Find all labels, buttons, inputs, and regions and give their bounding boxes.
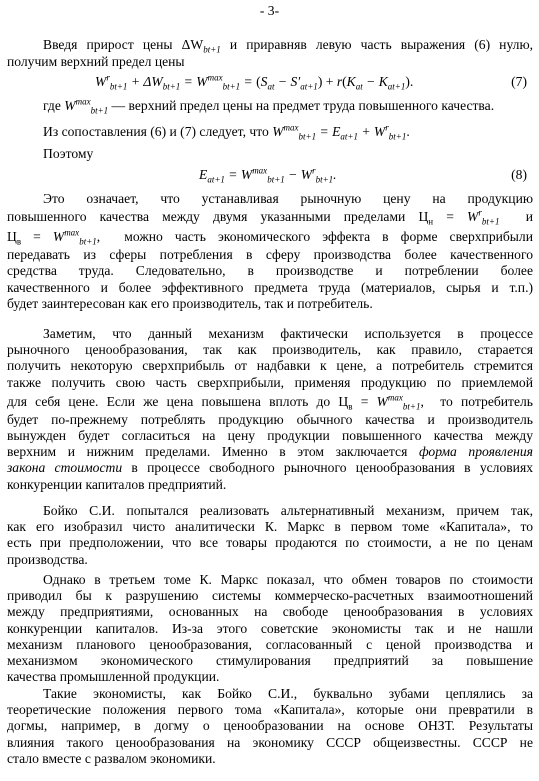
equation-7-formula: $W^r_{bt+1} + \Delta W_{bt+1} = W^{max}_{bt+1} = (S_{at} - S'_{at+1}) + r(K_{at} - K_{at+1})$. bbox=[95, 72, 414, 92]
paragraph-2-line: вынужден будет согласиться на цену продукции повышенного качества между bbox=[7, 428, 533, 444]
paragraph-2-line: также получить свою часть сверхприбыли, применяя продукцию по приемлемой bbox=[7, 374, 533, 390]
paragraph-1-line: передавать из сферы потребления в сферу производства более качественного bbox=[7, 247, 533, 263]
paragraph-2-line: закона стоимости в процессе свободного рыночного ценообразования в условиях bbox=[7, 460, 533, 476]
equation-7 bbox=[0, 72, 533, 94]
paragraph-4-line: качества промышленной продукции. bbox=[7, 669, 220, 685]
intro-paragraph bbox=[7, 37, 533, 53]
paragraph-5-line: стало вместе с развалом экономики. bbox=[7, 750, 216, 766]
equation-8-formula: $E_{at+1} = W^{max}_{bt+1} - W^r_{bt+1}$. bbox=[199, 165, 337, 185]
paragraph-5-line: догмы, например, в догму о ценообразовании на основе ОНЗТ. Результаты bbox=[7, 718, 533, 734]
paragraph-2-line: конкуренции капиталов предприятий. bbox=[7, 476, 227, 492]
paragraph-2-line: верхним и нижним пределами. Именно в этом заключается форма проявления bbox=[7, 444, 533, 460]
paragraph-2-line: Заметим, что данный механизм фактически используется в процессе bbox=[43, 326, 533, 341]
paragraph-1-line: будет заинтересован как его производитель, так и потребитель. bbox=[7, 295, 373, 311]
paragraph-1 bbox=[7, 191, 533, 312]
comparison-line: Из сопоставления (6) и (7) следует, что $W^{max}_{bt+1} = E_{at+1} + W^r_{bt+1}$. bbox=[43, 122, 410, 142]
therefore-line: Поэтому bbox=[43, 146, 94, 161]
intro-line-2: получим верхний предел цены bbox=[7, 54, 185, 69]
equation-8-number: (8) bbox=[511, 167, 527, 182]
paragraph-1-line: средства труда. Следовательно, в производстве и потреблении более bbox=[7, 263, 533, 279]
equation-7-number: (7) bbox=[511, 74, 527, 89]
paragraph-2-line: рыночного ценообразования, так как производитель, как правило, старается bbox=[7, 342, 533, 358]
paragraph-1-line: $Ц_в = W^{max}_{bt+1}$, можно часть экономического эффекта в форме сверхприбыли bbox=[7, 227, 533, 247]
paragraph-4-line: между предприятиями, основанных на свободе ценообразования в условиях bbox=[7, 604, 533, 620]
paragraph-4-line: механизмом экономического стимулирования предприятий за повышение bbox=[7, 653, 533, 669]
equation-8 bbox=[0, 165, 533, 187]
paragraph-5-line: теоретические положения первого тома «Капитала», которые они превратили в bbox=[7, 702, 533, 718]
page-number: - 3- bbox=[259, 3, 280, 18]
paragraph-5 bbox=[7, 686, 533, 767]
paragraph-3-line: есть при предположении, что все товары продаются по стоимости, а не по ценам bbox=[7, 535, 533, 551]
paragraph-2-line: получить некоторую сверхприбыль от надбавки к цене, а потребитель стремится bbox=[7, 358, 533, 374]
paragraph-1-line: качественного и более эффективного предмета труда (материалов, сырья и т.п.) bbox=[7, 279, 533, 295]
paragraph-4-line: Однако в третьем томе К. Маркс показал, что обмен товаров по стоимости bbox=[43, 572, 533, 587]
paragraph-1-line: Это означает, что устанавливая рыночную цену на продукцию bbox=[43, 191, 533, 206]
paragraph-4 bbox=[7, 572, 533, 685]
intro-line-1: Введя прирост цены $\Delta W_{bt+1}$ и приравняв левую часть выражения (6) нулю, bbox=[43, 37, 533, 55]
paragraph-4-line: конкуренции капиталов. Из-за этого советские экономисты так и не нашли bbox=[7, 620, 533, 636]
paragraph-2 bbox=[7, 326, 533, 493]
paragraph-1-line: повышенного качества между двумя указанными пределами $Ц_н = W^r_{bt+1}$ и bbox=[7, 207, 533, 227]
paragraph-3-line: Бойко С.И. попытался реализовать альтернативный механизм, причем так, bbox=[43, 503, 533, 518]
paragraph-3-line: как его изобразил чисто аналитически К. Маркс в первом томе «Капитала», то bbox=[7, 519, 533, 535]
paragraph-5-line: влияния такого ценообразования на экономику СССР общеизвестны. СССР не bbox=[7, 734, 533, 750]
paragraph-2-line: будет по-прежнему потреблять продукцию обычного качества и производитель bbox=[7, 411, 533, 427]
paragraph-3-line: производства. bbox=[7, 551, 88, 567]
where-line: где $W^{max}_{bt+1}$ — верхний предел цены на предмет труда повышенного качества. bbox=[43, 96, 495, 116]
paragraph-5-line: Такие экономисты, как Бойко С.И., буквально зубами цеплялись за bbox=[43, 686, 533, 701]
paragraph-4-line: механизм планового ценообразования, согласованный с ценой производства и bbox=[7, 636, 533, 652]
paragraph-3 bbox=[7, 503, 533, 568]
paragraph-2-line: для себя цене. Если же цена повышена вплоть до $Ц_в = W^{max}_{bt+1}$, то потребитель bbox=[7, 392, 533, 412]
paragraph-4-line: приводил бы к разрушению системы коммерческо-расчетных взаимоотношений bbox=[7, 588, 533, 604]
